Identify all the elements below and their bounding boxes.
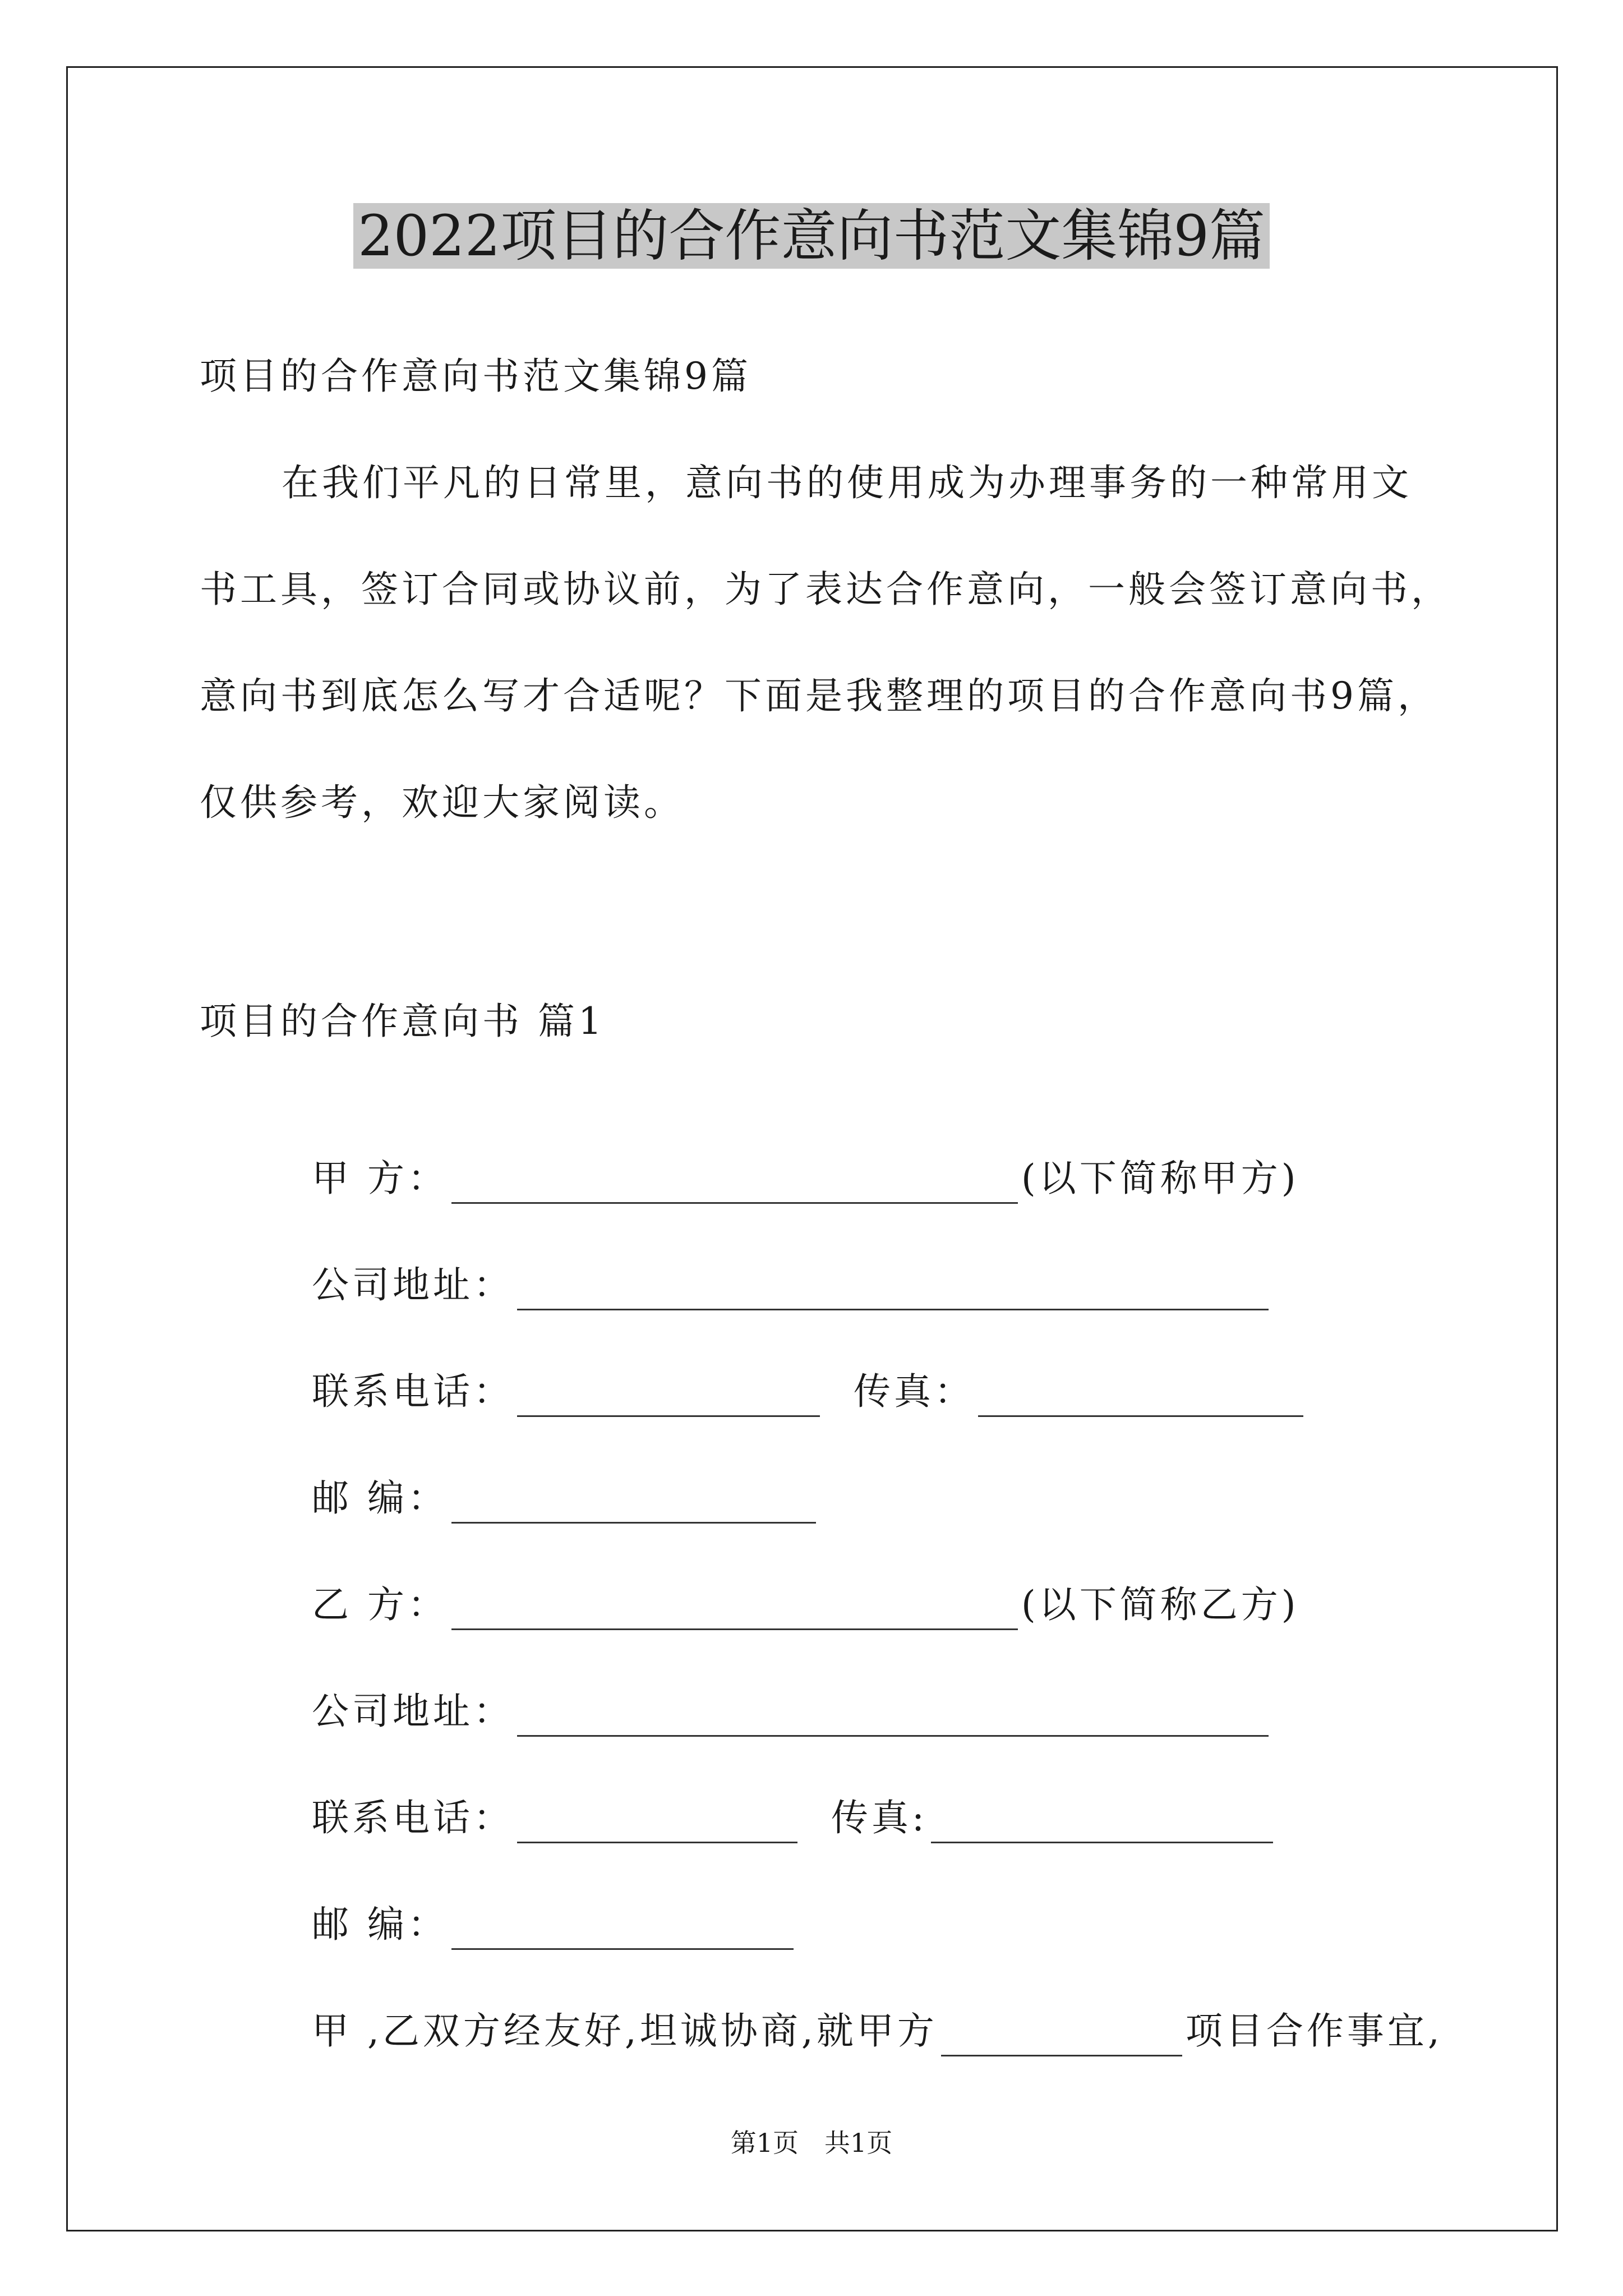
page-number: 第1页 共1页 <box>730 2128 893 2158</box>
party-a-address-field[interactable] <box>517 1272 1269 1310</box>
project-name-field[interactable] <box>941 2018 1182 2056</box>
party-a-row <box>282 1103 1299 1204</box>
party-a-fax-label: 传真： <box>853 1370 975 1413</box>
agreement-text-after: 项目合作事宜, <box>1185 2009 1443 2053</box>
party-b-address-label: 公司地址： <box>311 1690 514 1733</box>
intro-line-2: 书工具，签订合同或协议前，为了表达合作意向，一般会签订意向书， <box>200 568 1451 611</box>
document-title: 2022项目的合作意向书范文集锦9篇 <box>0 200 1623 273</box>
party-a-phone-label: 联系电话： <box>311 1370 514 1413</box>
party-b-row <box>282 1529 1299 1630</box>
party-b-fax-field[interactable] <box>931 1805 1273 1843</box>
intro-line-3: 意向书到底怎么写才合适呢？下面是我整理的项目的合作意向书9篇， <box>200 674 1438 717</box>
party-b-name-field[interactable] <box>451 1591 1018 1630</box>
party-a-label: 甲 方： <box>311 1157 448 1200</box>
party-a-name-field[interactable] <box>451 1165 1018 1204</box>
party-b-postcode-label: 邮 编： <box>311 1903 448 1946</box>
party-b-address-row <box>282 1636 1272 1737</box>
party-a-suffix: (以下简称甲方) <box>1021 1157 1299 1200</box>
party-a-phone-field[interactable] <box>517 1378 820 1417</box>
section-heading: 项目的合作意向书 篇1 <box>200 1000 605 1043</box>
party-b-suffix: (以下简称乙方) <box>1021 1583 1299 1626</box>
party-b-address-field[interactable] <box>517 1698 1269 1737</box>
party-a-postcode-field[interactable] <box>451 1485 816 1524</box>
party-a-address-row <box>282 1209 1272 1310</box>
document-subtitle: 项目的合作意向书范文集锦9篇 <box>200 355 751 398</box>
party-a-address-label: 公司地址： <box>311 1263 514 1306</box>
party-b-contact-row <box>282 1742 1276 1843</box>
intro-line-1: 在我们平凡的日常里，意向书的使用成为办理事务的一种常用文 <box>282 461 1412 504</box>
agreement-text-before: 甲 ,乙双方经友好,坦诚协商,就甲方 <box>311 2009 938 2053</box>
party-a-contact-row <box>282 1316 1307 1417</box>
agreement-row <box>282 1955 1443 2056</box>
party-b-postcode-field[interactable] <box>451 1911 794 1950</box>
party-a-postcode-label: 邮 编： <box>311 1476 448 1520</box>
party-a-fax-field[interactable] <box>978 1378 1303 1417</box>
party-b-label: 乙 方： <box>311 1583 448 1626</box>
intro-line-4: 仅供参考，欢迎大家阅读。 <box>200 781 684 824</box>
party-b-postcode-row <box>282 1849 797 1950</box>
party-b-phone-field[interactable] <box>517 1805 797 1843</box>
party-a-postcode-row <box>282 1423 819 1524</box>
party-b-phone-label: 联系电话： <box>311 1796 514 1839</box>
party-b-fax-label: 传真: <box>831 1796 928 1839</box>
